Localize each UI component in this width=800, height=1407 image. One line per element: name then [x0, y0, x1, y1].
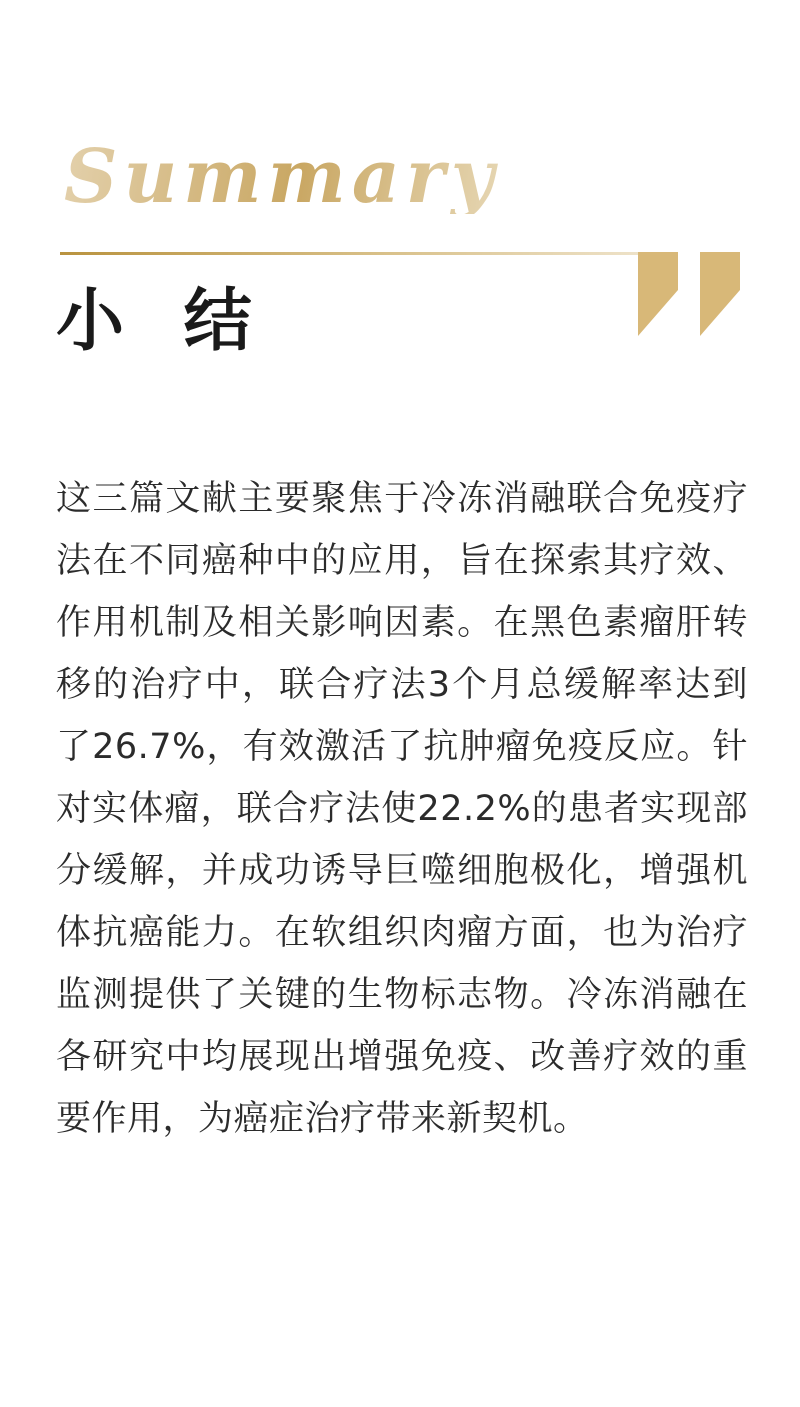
quote-mark-stroke-right — [700, 252, 740, 336]
summary-paragraph: 这三篇文献主要聚焦于冷冻消融联合免疫疗法在不同癌种中的应用，旨在探索其疗效、作用机制及相关影响因素。在黑色素瘤肝转移的治疗中，联合疗法3个月总缓解率达到了26.7%，有效激活了抗肿瘤免疫反应。针对实体瘤，联合疗法使22.2%的患者实现部分缓解，并成功诱导巨噬细胞极化，增强机体抗癌能力。在软组织肉瘤方面，也为治疗监测提供了关键的生物标志物。冷冻消融在各研究中均展现出增强免疫、改善疗效的重要作用，为癌症治疗带来新契机。 — [56, 479, 748, 1139]
quote-mark-stroke-left — [638, 252, 678, 336]
script-title: Summary — [56, 140, 756, 214]
page-title: 小 结 — [56, 282, 270, 361]
quote-mark-icon — [638, 252, 750, 338]
gold-divider — [60, 252, 656, 255]
page-header — [56, 134, 756, 380]
